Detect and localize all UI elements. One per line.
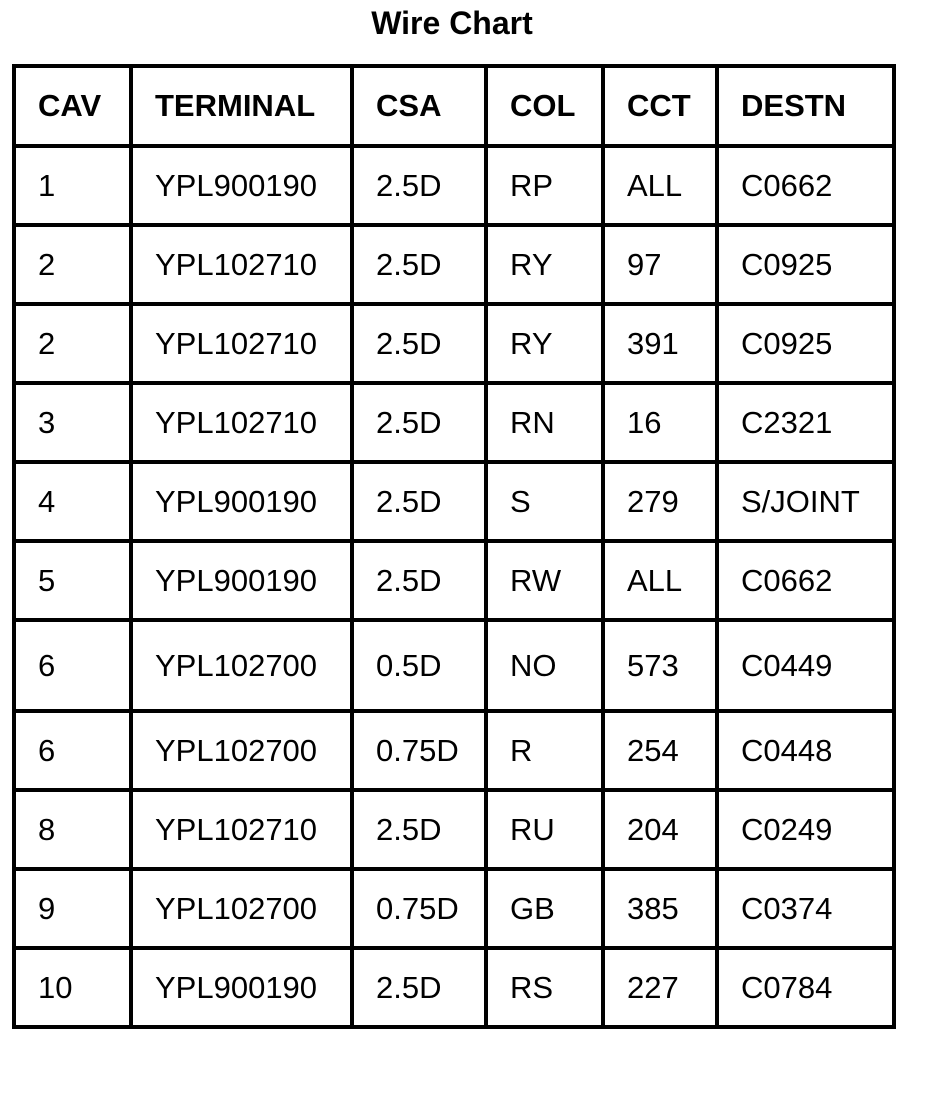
cell-destn: C0449 [717, 620, 894, 711]
cell-csa: 2.5D [352, 304, 486, 383]
table-row [14, 146, 894, 225]
cell-terminal: YPL102700 [131, 620, 352, 711]
chart-title: Wire Chart [371, 5, 533, 41]
cell-col: RN [486, 383, 603, 462]
table-row [14, 790, 894, 869]
cell-csa: 2.5D [352, 462, 486, 541]
cell-cav: 2 [14, 225, 131, 304]
table-row [14, 948, 894, 1027]
table-row [14, 869, 894, 948]
cell-col: RY [486, 304, 603, 383]
cell-cct: 385 [603, 869, 717, 948]
wire-chart-table [12, 64, 896, 1029]
table-row [14, 304, 894, 383]
cell-cct: 573 [603, 620, 717, 711]
cell-destn: C0662 [717, 146, 894, 225]
cell-destn: S/JOINT [717, 462, 894, 541]
cell-col: S [486, 462, 603, 541]
cell-destn: C0662 [717, 541, 894, 620]
cell-cav: 3 [14, 383, 131, 462]
cell-cav: 6 [14, 620, 131, 711]
cell-csa: 2.5D [352, 541, 486, 620]
cell-terminal: YPL900190 [131, 146, 352, 225]
cell-terminal: YPL102710 [131, 225, 352, 304]
cell-destn: C0249 [717, 790, 894, 869]
cell-cct: 279 [603, 462, 717, 541]
header-destn: DESTN [717, 66, 894, 146]
cell-terminal: YPL102710 [131, 790, 352, 869]
header-csa: CSA [352, 66, 486, 146]
cell-terminal: YPL102710 [131, 304, 352, 383]
cell-cav: 4 [14, 462, 131, 541]
cell-destn: C0448 [717, 711, 894, 790]
table-row [14, 462, 894, 541]
cell-col: R [486, 711, 603, 790]
cell-csa: 2.5D [352, 225, 486, 304]
cell-cav: 10 [14, 948, 131, 1027]
cell-destn: C0784 [717, 948, 894, 1027]
cell-cav: 2 [14, 304, 131, 383]
cell-terminal: YPL900190 [131, 541, 352, 620]
cell-terminal: YPL102700 [131, 711, 352, 790]
table-row [14, 225, 894, 304]
table-header-row [14, 66, 894, 146]
table-row [14, 383, 894, 462]
cell-cav: 9 [14, 869, 131, 948]
cell-cav: 1 [14, 146, 131, 225]
cell-destn: C0374 [717, 869, 894, 948]
cell-destn: C2321 [717, 383, 894, 462]
cell-csa: 2.5D [352, 790, 486, 869]
cell-terminal: YPL102710 [131, 383, 352, 462]
cell-cct: ALL [603, 146, 717, 225]
cell-cav: 6 [14, 711, 131, 790]
cell-csa: 0.75D [352, 711, 486, 790]
cell-cct: 227 [603, 948, 717, 1027]
cell-terminal: YPL900190 [131, 462, 352, 541]
header-cav: CAV [14, 66, 131, 146]
cell-cct: 97 [603, 225, 717, 304]
table-row [14, 541, 894, 620]
cell-col: RS [486, 948, 603, 1027]
cell-csa: 2.5D [352, 383, 486, 462]
cell-csa: 0.75D [352, 869, 486, 948]
table-row [14, 620, 894, 711]
cell-csa: 2.5D [352, 146, 486, 225]
cell-cct: 391 [603, 304, 717, 383]
cell-col: RP [486, 146, 603, 225]
cell-cav: 5 [14, 541, 131, 620]
cell-csa: 0.5D [352, 620, 486, 711]
cell-csa: 2.5D [352, 948, 486, 1027]
table-row [14, 711, 894, 790]
cell-cct: ALL [603, 541, 717, 620]
cell-col: NO [486, 620, 603, 711]
cell-col: RY [486, 225, 603, 304]
header-terminal: TERMINAL [131, 66, 352, 146]
cell-destn: C0925 [717, 225, 894, 304]
cell-terminal: YPL102700 [131, 869, 352, 948]
cell-col: GB [486, 869, 603, 948]
cell-terminal: YPL900190 [131, 948, 352, 1027]
cell-col: RW [486, 541, 603, 620]
cell-cct: 16 [603, 383, 717, 462]
cell-cct: 254 [603, 711, 717, 790]
header-cct: CCT [603, 66, 717, 146]
cell-destn: C0925 [717, 304, 894, 383]
header-col: COL [486, 66, 603, 146]
cell-col: RU [486, 790, 603, 869]
cell-cav: 8 [14, 790, 131, 869]
cell-cct: 204 [603, 790, 717, 869]
